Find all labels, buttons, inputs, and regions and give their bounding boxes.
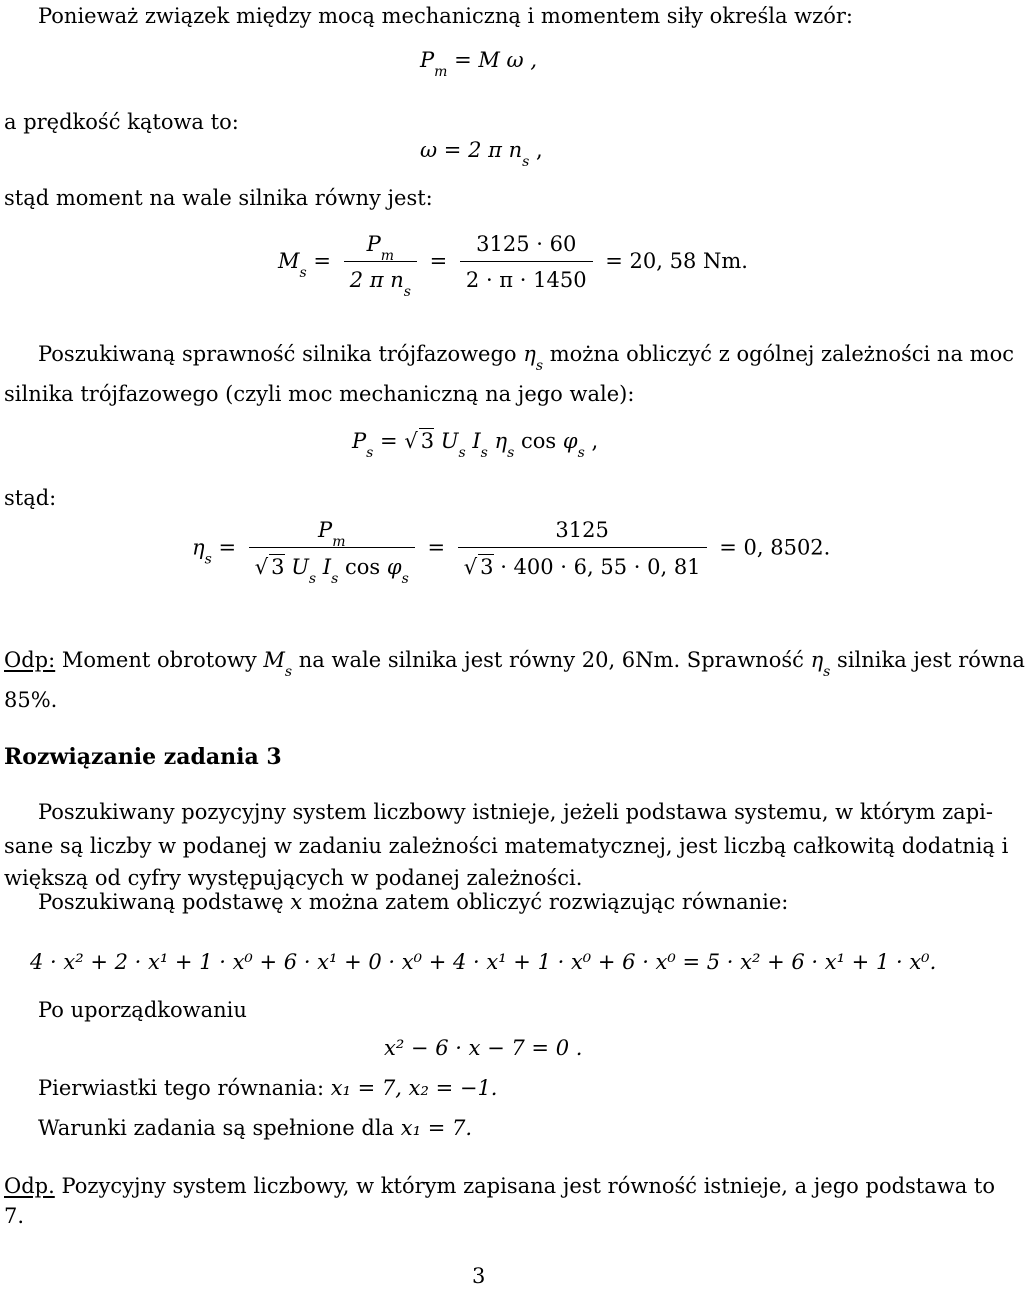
eq5-den2-root: 3 (480, 555, 494, 580)
eq3-equals: = (313, 249, 331, 274)
eq5-equals-2: = (427, 535, 446, 560)
eq4-phi-sub: s (577, 445, 585, 461)
eq5-cos: cos (344, 555, 381, 580)
thus-label: stąd: (4, 486, 57, 510)
eq3-equals-2: = (429, 249, 448, 274)
eq5-phi: φ (386, 555, 402, 580)
equation-power-3phase (352, 428, 599, 461)
answer-1-eta-sub: s (823, 664, 831, 680)
task3-text-a: Poszukiwaną podstawę (38, 890, 284, 914)
eq5-result: = 0, 8502. (719, 535, 831, 560)
task3-x: x (290, 890, 303, 914)
answer-1-text-3: silnika jest równa (837, 648, 1025, 672)
eq5-U-sub: s (308, 571, 317, 588)
efficiency-text-a: Poszukiwaną sprawność silnika trójfazowego (38, 342, 517, 366)
answer-2-text: Pozycyjny system liczbowy, w którym zapisana jest równość istnieje, a jego podstawa to (61, 1174, 996, 1198)
eq3-f2-den: 2 · π · 1450 (465, 268, 587, 293)
eq5-num: P (318, 518, 333, 542)
answer-1-M: M (263, 648, 285, 672)
eq3-M: M (278, 249, 300, 274)
intro-line-1: Ponieważ związek między mocą mechaniczną i momentem siły określa wzór: (38, 4, 853, 28)
equation-angular-velocity (420, 138, 543, 170)
eq5-num2: 3125 (458, 518, 707, 548)
eq5-I: I (322, 555, 332, 580)
eq2-lhs: ω = 2 π n (420, 138, 523, 162)
conditions-text: Warunki zadania są spełnione dla (38, 1116, 395, 1140)
efficiency-eta: η (523, 342, 536, 366)
efficiency-line-2: silnika trójfazowego (czyli moc mechaniczną na jego wale): (4, 382, 635, 406)
answer-1-text-2: na wale silnika jest równy 20, 6Nm. Sprawność (298, 648, 804, 672)
answer-1-line-2: 85%. (4, 688, 58, 712)
efficiency-text-b: można obliczyć z ogólnej zależności na moc (549, 342, 1014, 366)
eq4-P-sub: s (366, 445, 374, 461)
roots-line (38, 1076, 497, 1101)
eq5-eta: η (192, 535, 205, 560)
conditions-line (38, 1116, 472, 1141)
eq1-lhs: P (420, 48, 435, 72)
section-heading: Rozwiązanie zadania 3 (4, 744, 282, 770)
eq3-f1-num-sub: m (380, 248, 395, 264)
task3-line-2: sane są liczby w podanej w zadaniu zależności matematycznej, jest liczbą całkowitą dodatnią i (4, 834, 1009, 858)
conditions-value: x₁ = 7. (400, 1116, 473, 1140)
answer-1-M-sub: s (284, 664, 293, 680)
eq4-eta: η (494, 429, 508, 453)
equation-efficiency (192, 518, 831, 588)
equation-polynomial: 4 · x² + 2 · x¹ + 1 · x⁰ + 6 · x¹ + 0 · x⁰ + 4 · x¹ + 1 · x⁰ + 6 · x⁰ = 5 · x² + 6 · x¹ + 1 · x⁰. (30, 950, 937, 974)
eq4-phi: φ (562, 429, 578, 453)
answer-2-line-2: 7. (4, 1204, 25, 1228)
eq4-eta-sub: s (507, 445, 515, 461)
equation-moment (278, 232, 748, 301)
answer-1-text-1: Moment obrotowy (61, 648, 257, 672)
eq4-U-sub: s (458, 445, 466, 461)
eq5-phi-sub: s (401, 571, 409, 588)
eq4-root: 3 (420, 429, 435, 453)
eq5-den-root: 3 (271, 555, 285, 580)
task3-text-b: można zatem obliczyć rozwiązując równanie: (308, 890, 789, 914)
eq5-I-sub: s (331, 571, 339, 588)
ordering-line: Po uporządkowaniu (38, 998, 247, 1022)
eq5-fraction-1: $\frac{P_m}{√ 3 U_s I_s \cos \varphi_s}$ (249, 518, 415, 580)
eq3-fraction-1 (344, 232, 417, 301)
eq5-eta-sub: s (204, 551, 212, 568)
eq5-fraction-2: $\frac{3125}{√ 3 \cdot 400 \cdot 6, 55 \cdot 0, 81}$ (458, 518, 707, 580)
eq3-fraction-2 (460, 232, 593, 293)
task3-line-3: większą od cyfry występujących w podanej zależności. (4, 866, 583, 890)
eq4-sqrt: √ 3 (404, 429, 435, 453)
eq3-f2-num: 3125 · 60 (460, 232, 593, 262)
task3-line-4 (38, 890, 788, 915)
eq3-result: = 20, 58 Nm. (605, 249, 748, 274)
eq3-f1-num: P (366, 232, 381, 256)
efficiency-eta-sub: s (535, 358, 544, 374)
eq5-den2-rest: · 400 · 6, 55 · 0, 81 (500, 555, 701, 580)
eq4-cos: cos (520, 429, 557, 453)
eq2-sub: s (522, 154, 530, 170)
eq4-tail: , (591, 429, 599, 453)
intro-line-3: stąd moment na wale silnika równy jest: (4, 186, 433, 210)
eq5-U: U (291, 555, 309, 580)
eq1-rhs: = M ω , (454, 48, 538, 72)
answer-1-label: Odp: (4, 648, 56, 672)
eq1-lhs-sub: m (434, 64, 448, 80)
task3-line-1: Poszukiwany pozycyjny system liczbowy istnieje, jeżeli podstawa systemu, w którym zapi- (38, 800, 993, 824)
equation-power (420, 48, 538, 80)
page-number: 3 (472, 1264, 486, 1288)
answer-1-line-1 (4, 648, 1025, 680)
eq5-equals: = (218, 535, 237, 560)
roots-values: x₁ = 7, x₂ = −1. (330, 1076, 498, 1100)
eq3-f1-den: 2 π n (349, 268, 404, 293)
eq4-P: P (352, 429, 367, 453)
answer-2-line-1 (4, 1174, 995, 1199)
eq4-I-sub: s (480, 445, 488, 461)
eq3-f1-den-sub: s (403, 284, 411, 301)
efficiency-line-1 (38, 342, 1014, 374)
intro-line-2: a prędkość kątowa to: (4, 110, 239, 134)
roots-text: Pierwiastki tego równania: (38, 1076, 325, 1100)
eq3-M-sub: s (299, 265, 307, 282)
eq2-tail: , (535, 138, 543, 162)
answer-1-eta: η (810, 648, 824, 672)
eq5-num-sub: m (332, 534, 346, 550)
answer-2-label: Odp. (4, 1174, 55, 1198)
equation-quadratic: x² − 6 · x − 7 = 0 . (384, 1036, 583, 1060)
eq4-equals: = (380, 429, 398, 453)
eq4-U: U (440, 429, 459, 453)
eq4-I: I (472, 429, 481, 453)
